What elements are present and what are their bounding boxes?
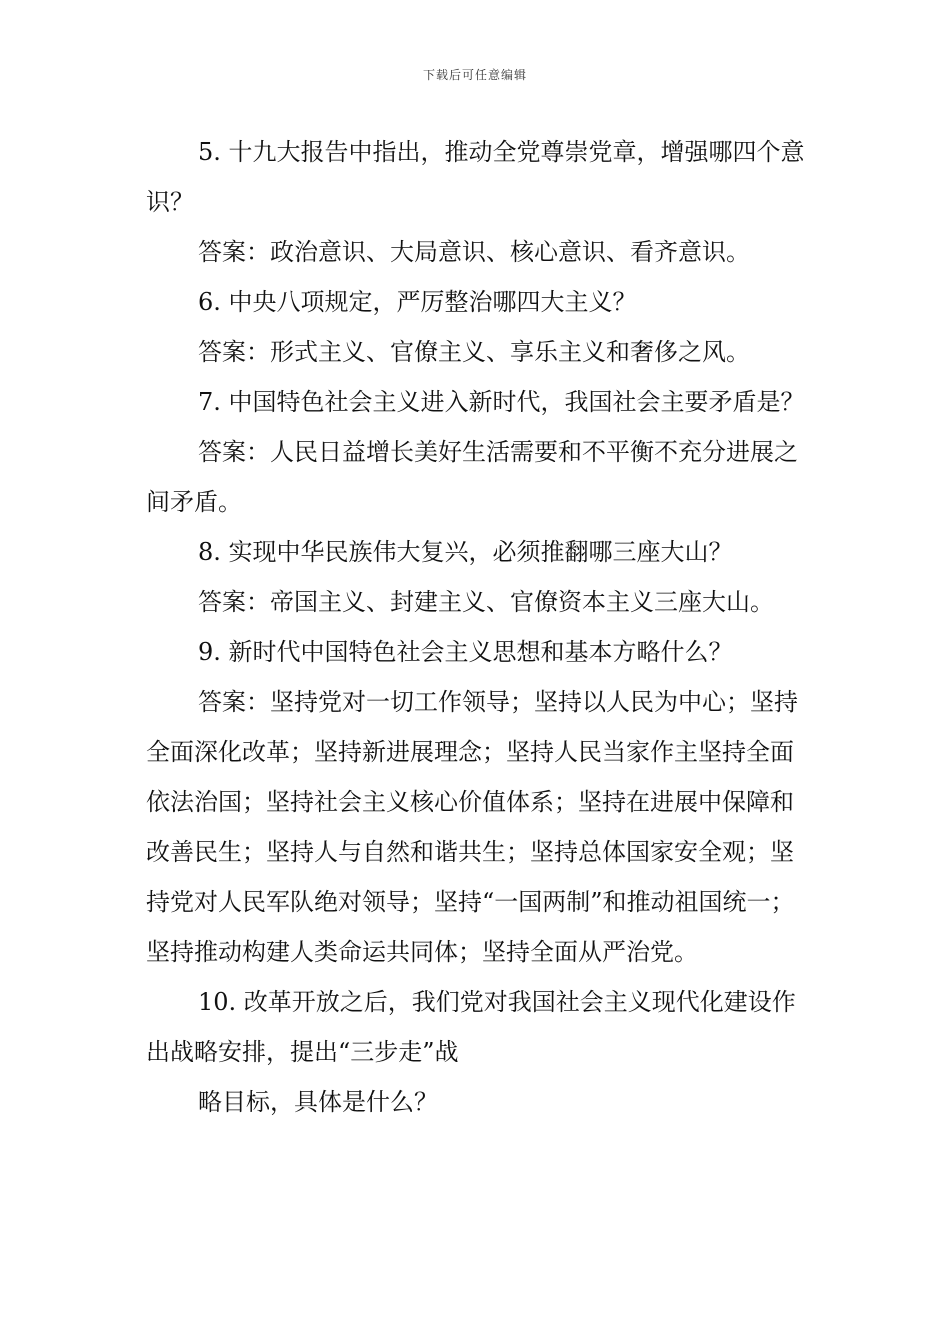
page-header-note: 下载后可任意编辑	[422, 68, 527, 82]
question-9: 9. 新时代中国特色社会主义思想和基本方略什么？	[198, 638, 733, 666]
answer-8: 答案：帝国主义、封建主义、官僚资本主义三座大山。	[198, 588, 774, 616]
question-8: 8. 实现中华民族伟大复兴，必须推翻哪三座大山？	[198, 538, 733, 566]
question-7: 7. 中国特色社会主义进入新时代，我国社会主要矛盾是？	[198, 388, 805, 416]
document-body	[146, 127, 810, 1127]
answer-5: 答案：政治意识、大局意识、核心意识、看齐意识。	[198, 238, 750, 266]
question-10-continuation: 略目标，具体是什么？	[198, 1088, 438, 1116]
question-6: 6. 中央八项规定，严厉整治哪四大主义？	[198, 288, 637, 316]
question-10: 10. 改革开放之后，我们党对我国社会主义现代化建设作出战略安排，提出“三步走”战	[146, 988, 796, 1066]
answer-6: 答案：形式主义、官僚主义、享乐主义和奢侈之风。	[198, 338, 750, 366]
answer-9: 答案：坚持党对一切工作领导；坚持以人民为中心；坚持全面深化改革；坚持新进展理念；坚持人民当家作主坚持全面依法治国；坚持社会主义核心价值体系；坚持在进展中保障和改善民生；坚持人与自然和谐共生；坚持总体国家安全观；坚持党对人民军队绝对领导；坚持“一国两制”和推动祖国统一；坚持推动构建人类命运共同体；坚持全面从严治党。	[146, 688, 798, 966]
question-5: 5. 十九大报告中指出，推动全党尊崇党章，增强哪四个意识？	[146, 138, 805, 216]
answer-7: 答案：人民日益增长美好生活需要和不平衡不充分进展之间矛盾。	[146, 438, 798, 516]
